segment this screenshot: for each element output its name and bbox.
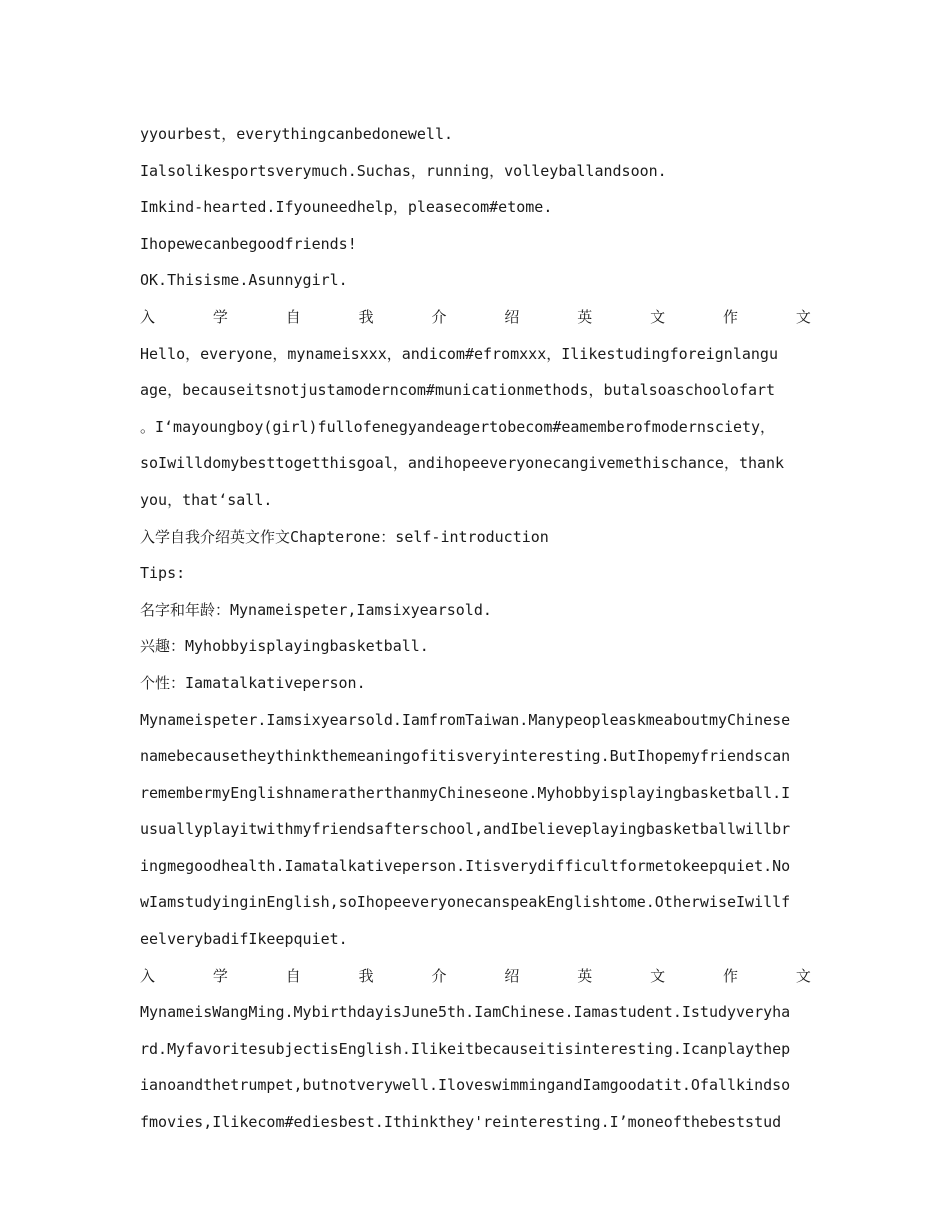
section-heading [140,299,811,336]
heading-char: 文 [795,966,811,985]
text-line: 。I‘mayoungboy(girl)fullofenegyandeagertobecom#eamemberofmodernsciety， [140,417,776,436]
heading-char: 入 [140,307,156,326]
text-line: Ihopewecanbegoodfriends! [140,234,357,253]
tips-label: Tips: [140,564,186,583]
text-line: age，becauseitsnotjustamoderncom#municationmethods，butalsoaschoolofart [140,381,776,400]
heading-char: 绍 [504,966,520,985]
text-line: Ialsolikesportsverymuch.Suchas，running，volleyballandsoon. [140,161,667,180]
heading-char: 我 [358,966,374,985]
text-line: ingmegoodhealth.Iamatalkativeperson.Itisverydifficultformetokeepquiet.No [140,856,791,875]
section-heading [140,958,811,995]
text-line: wIamstudyinginEnglish,soIhopeeveryonecanspeakEnglishtome.OtherwiseIwillf [140,893,791,912]
heading-char: 作 [723,966,739,985]
document-page [140,116,811,1141]
text-line: remembermyEnglishnameratherthanmyChineseone.Myhobbyisplayingbasketball.I [140,783,791,802]
text-line: Mynameispeter.Iamsixyearsold.IamfromTaiwan.ManypeopleaskmeaboutmyChinese [140,710,791,729]
chapter-title: 入学自我介绍英文作文Chapterone：self-introduction [140,527,549,546]
text-line: ianoandthetrumpet,butnotverywell.IloveswimmingandIamgoodatit.Ofallkindso [140,1076,791,1095]
heading-char: 文 [795,307,811,326]
heading-char: 文 [650,966,666,985]
heading-char: 学 [212,307,228,326]
heading-char: 英 [577,966,593,985]
text-line: rd.MyfavoritesubjectisEnglish.Ilikeitbecauseitisinteresting.Icanplaythep [140,1039,791,1058]
text-line: you，that‘sall. [140,490,273,509]
text-line: Hello，everyone，mynameisxxx，andicom#efromxxx，Ilikestudingforeignlangu [140,344,778,363]
heading-char: 作 [723,307,739,326]
heading-char: 自 [285,307,301,326]
text-line: yyourbest，everythingcanbedonewell. [140,125,454,143]
text-line: eelverybadifIkeepquiet. [140,930,348,949]
text-line: MynameisWangMing.MybirthdayisJune5th.IamChinese.Iamastudent.Istudyveryha [140,1003,791,1022]
heading-char: 英 [577,307,593,326]
heading-char: 入 [140,966,156,985]
text-line: soIwilldomybesttogetthisgoal，andihopeeveryonecangivemethischance，thank [140,454,785,473]
heading-char: 介 [431,307,447,326]
text-line: Imkind-hearted.Ifyouneedhelp，pleasecom#etome. [140,198,553,217]
heading-char: 学 [212,966,228,985]
tip-line: 名字和年龄：Mynameispeter,Iamsixyearsold. [140,600,492,619]
heading-char: 自 [285,966,301,985]
text-line: OK.Thisisme.Asunnygirl. [140,271,348,290]
tip-line: 个性：Iamatalkativeperson. [140,673,366,692]
text-line: fmovies,Ilikecom#ediesbest.Ithinkthey'reinteresting.I’moneofthebeststud [140,1113,782,1132]
tip-line: 兴趣：Myhobbyisplayingbasketball. [140,637,429,656]
heading-char: 我 [358,307,374,326]
heading-char: 文 [650,307,666,326]
heading-char: 介 [431,966,447,985]
text-line: usuallyplayitwithmyfriendsafterschool,andIbelieveplayingbasketballwillbr [140,820,791,839]
heading-char: 绍 [504,307,520,326]
text-line: namebecausetheythinkthemeaningofitisveryinteresting.ButIhopemyfriendscan [140,747,791,766]
